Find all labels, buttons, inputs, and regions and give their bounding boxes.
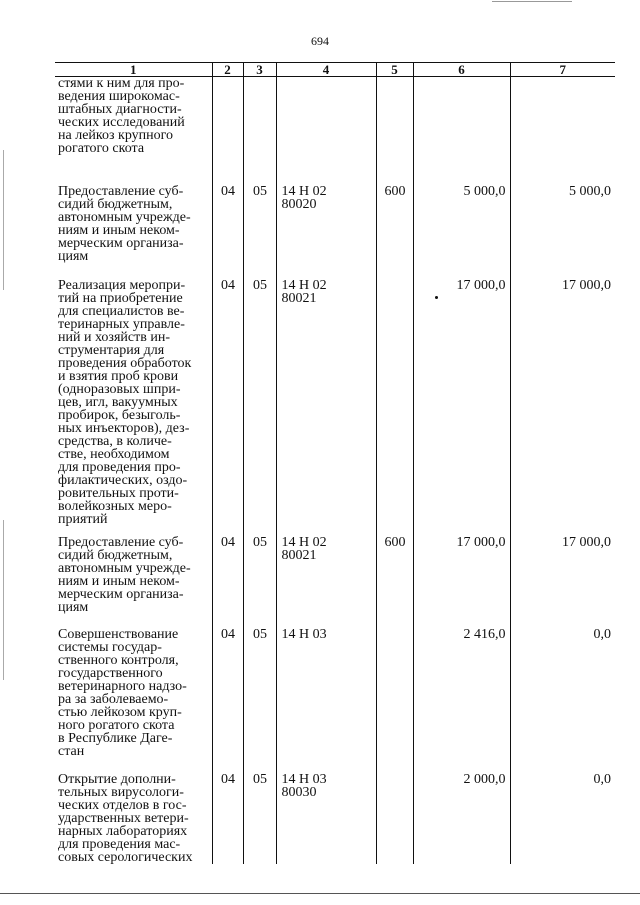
table-row [55, 526, 615, 618]
subsection-code: 05 [243, 763, 276, 864]
section-code: 04 [212, 763, 243, 864]
subsection-code: 05 [243, 177, 276, 268]
page-number: 694 [311, 34, 329, 48]
expense-type-code: 600 [376, 526, 413, 618]
column-number: 3 [243, 63, 276, 77]
column-number: 5 [376, 63, 413, 77]
expense-type-code [376, 763, 413, 864]
amount-col-6: 5 000,0 [413, 177, 510, 268]
amount-col-6: 2 000,0 [413, 763, 510, 864]
subsection-code: 05 [243, 526, 276, 618]
section-code: 04 [212, 268, 243, 526]
amount-col-7: 0,0 [510, 763, 615, 864]
section-code: 04 [212, 526, 243, 618]
column-number: 2 [212, 63, 243, 77]
table-row [55, 268, 615, 526]
column-number: 1 [55, 63, 212, 77]
table-header [55, 63, 615, 77]
amount-col-6: 2 416,0 [413, 618, 510, 763]
bottom-scan-rule [0, 893, 640, 894]
target-article-code: 14 Н 03 [276, 618, 376, 763]
target-article-code: 14 Н 02 80021 [276, 526, 376, 618]
expense-type-code [376, 268, 413, 526]
item-name: Реализация меропри- тий на приобретение для специалистов ве- теринарных управле- ний и хозяйств ин- струментария для проведения обработок и взятия проб крови (одноразовых шпри- цев, игл, вакуумных пробирок, безыголь- ных инъекторов), дез- средства, в количе- стве, необходимом для проведения про- филактических, оздо- ровительных проти- волейкозных меро- приятий [58, 278, 192, 527]
amount-col-7: 17 000,0 [510, 526, 615, 618]
item-name: Открытие дополни- тельных вирусологи- ческих отделов в гос- ударственных ветери- нарных лабораториях для проведения мас- совых серологических [58, 772, 193, 865]
section-code: 04 [212, 177, 243, 268]
subsection-code [243, 77, 276, 178]
section-code [212, 77, 243, 178]
amount-value: 17 000,0 [456, 278, 506, 293]
subsection-code: 05 [243, 618, 276, 763]
target-article-code: 14 Н 03 80030 [276, 763, 376, 864]
amount-col-7: 5 000,0 [510, 177, 615, 268]
target-article-code: 14 Н 02 80021 [276, 268, 376, 526]
table-body [55, 77, 615, 865]
item-name: Предоставление суб- сидий бюджетным, автономным учрежде- ниям и иным неком- мерческим организа- циям [58, 535, 191, 615]
target-article-code [276, 77, 376, 178]
amount-col-6 [413, 268, 510, 526]
scan-edge-mark [3, 150, 4, 290]
amount-col-7: 0,0 [510, 618, 615, 763]
table-row [55, 177, 615, 268]
amount-col-7: 17 000,0 [510, 268, 615, 526]
target-article-code: 14 Н 02 80020 [276, 177, 376, 268]
table-row [55, 618, 615, 763]
amount-col-6: 17 000,0 [413, 526, 510, 618]
amount-col-7 [510, 77, 615, 178]
item-name: стями к ним для про- ведения широкомас- штабных диагности- ческих исследований на лейкоз крупного рогатого скота [58, 76, 185, 156]
table-row [55, 77, 615, 178]
budget-table [55, 62, 615, 864]
column-number: 4 [276, 63, 376, 77]
item-name: Предоставление суб- сидий бюджетным, автономным учрежде- ниям и иным неком- мерческим организа- циям [58, 184, 191, 264]
item-name: Совершенствование системы государ- ственного контроля, государственного ветеринарного надзо- ра за заболеваемо- стью лейкозом круп- ного рогатого скота в Республике Даге- стан [58, 627, 187, 759]
expense-type-code [376, 77, 413, 178]
subsection-code: 05 [243, 268, 276, 526]
scan-edge-mark [3, 520, 4, 680]
column-number: 7 [510, 63, 615, 77]
section-code: 04 [212, 618, 243, 763]
expense-type-code [376, 618, 413, 763]
top-scan-rule [492, 1, 572, 2]
table-row [55, 763, 615, 864]
stray-dot-mark [435, 296, 438, 299]
amount-col-6 [413, 77, 510, 178]
expense-type-code: 600 [376, 177, 413, 268]
column-number-row [55, 63, 615, 77]
column-number: 6 [413, 63, 510, 77]
